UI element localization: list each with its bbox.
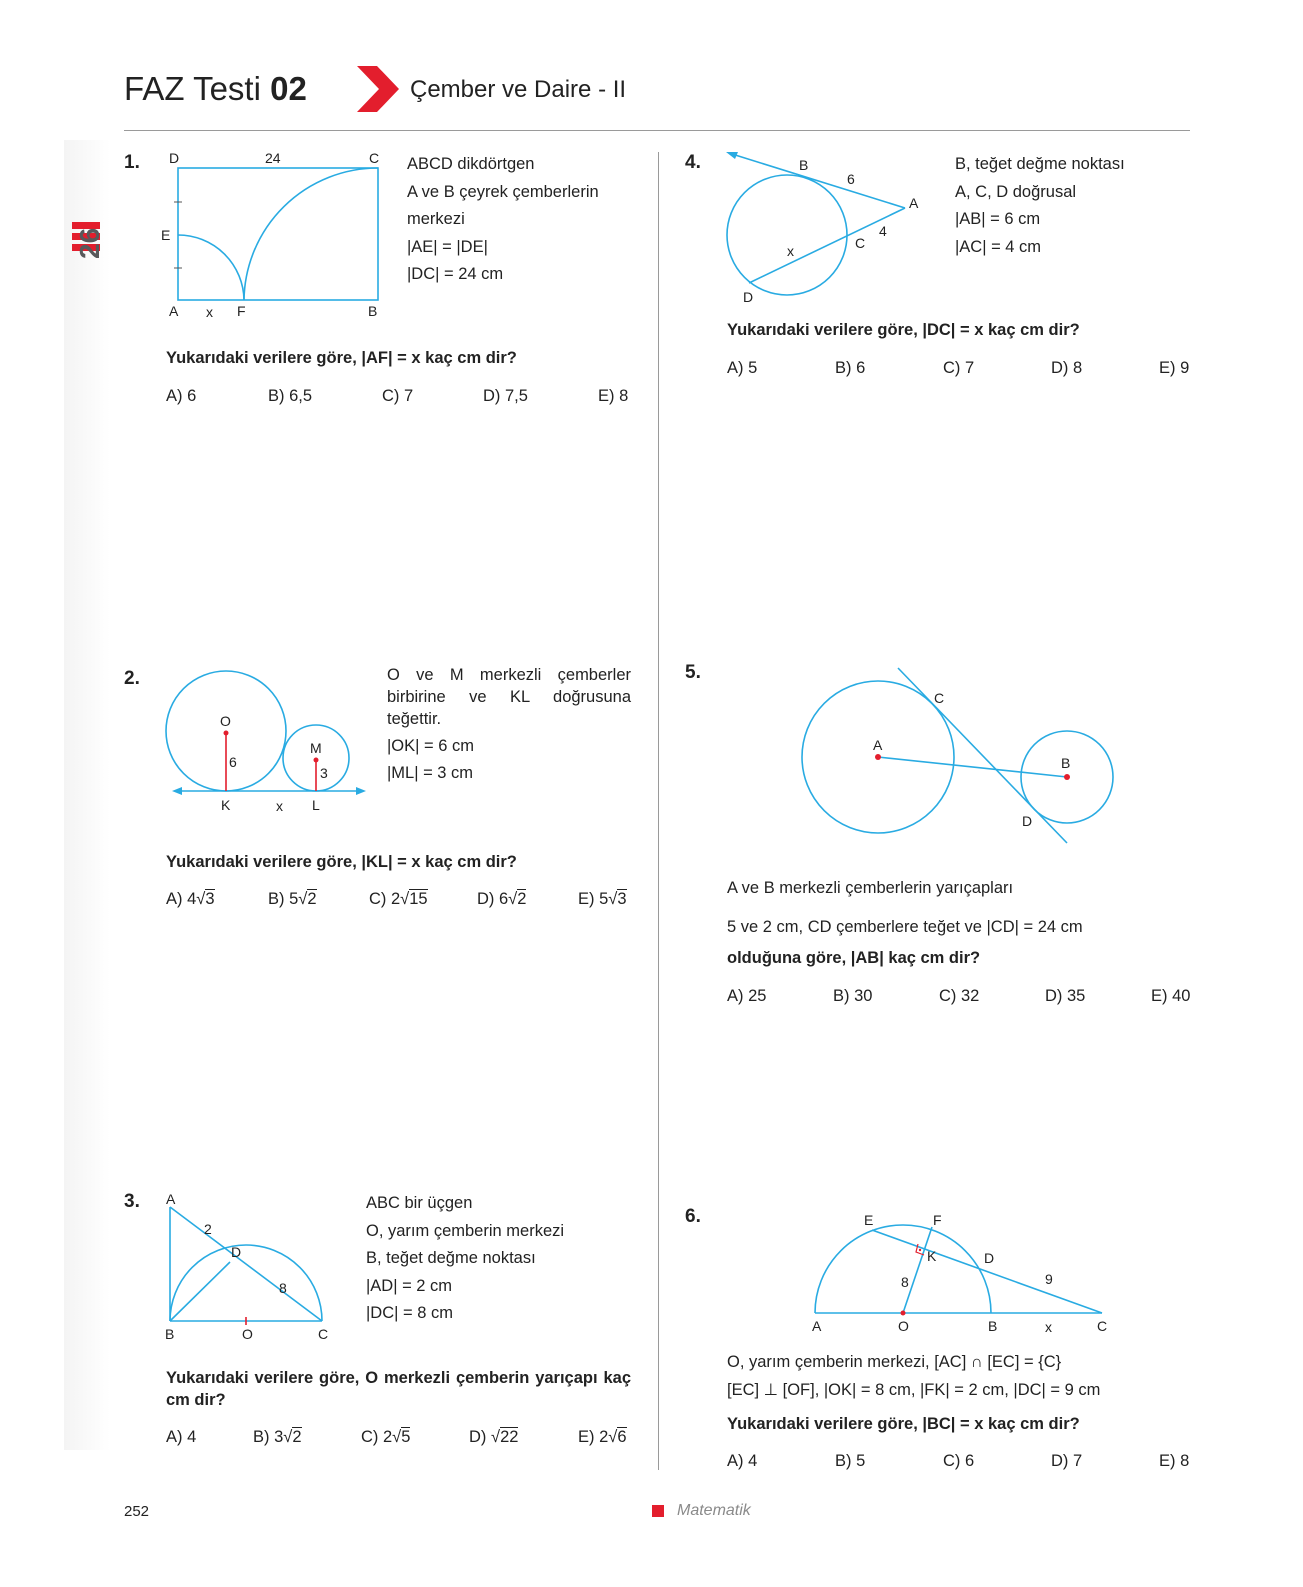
- label-6: 6: [229, 754, 237, 770]
- label-A: A: [166, 1191, 176, 1207]
- question-2-number: 2.: [124, 668, 140, 689]
- label-D: D: [169, 150, 180, 166]
- label-D: D: [743, 289, 754, 305]
- question-2-info: [387, 664, 631, 784]
- info-line: ABC bir üçgen: [366, 1194, 473, 1212]
- option-c[interactable]: C) 7: [943, 359, 975, 377]
- question-4-info: [955, 151, 1125, 261]
- option-c[interactable]: C) 2√15: [369, 890, 428, 908]
- question-3-info: [366, 1190, 564, 1328]
- question-5-number: 5.: [685, 662, 701, 683]
- chevron-right-icon: [357, 66, 401, 112]
- label-B: B: [1061, 755, 1071, 771]
- label-C: C: [369, 150, 380, 166]
- label-9: 9: [1045, 1271, 1053, 1287]
- question-1-stem: Yukarıdaki verilere göre, |AF| = x kaç cm dir?: [166, 349, 517, 367]
- question-4-figure: [720, 144, 940, 309]
- sidebar-page-label: 26: [74, 227, 105, 259]
- info-line: |AE| = |DE|: [407, 237, 488, 256]
- option-e[interactable]: E) 2√6: [578, 1428, 627, 1446]
- option-d[interactable]: D) 7,5: [483, 387, 528, 405]
- info-line: A ve B çeyrek çemberlerin: [407, 182, 599, 201]
- info-line: ABCD dikdörtgen: [407, 155, 535, 173]
- label-M: M: [310, 740, 322, 756]
- label-D: D: [231, 1244, 242, 1260]
- info-line: A ve B merkezli çemberlerin yarıçapları: [727, 879, 1014, 897]
- info-line: |AD| = 2 cm: [366, 1276, 453, 1295]
- label-D: D: [1022, 813, 1033, 829]
- label-x: x: [1045, 1319, 1052, 1335]
- label-6: 6: [847, 171, 855, 187]
- option-a[interactable]: A) 6: [166, 387, 197, 405]
- label-O: O: [242, 1326, 253, 1342]
- option-e[interactable]: E) 40: [1151, 987, 1191, 1005]
- label-24: 24: [265, 150, 281, 166]
- option-d[interactable]: D) 35: [1045, 987, 1086, 1005]
- label-E: E: [161, 227, 171, 243]
- footer-subject: Matematik: [677, 1502, 751, 1519]
- title-prefix: FAZ Testi: [124, 70, 261, 107]
- question-5-stem: olduğuna göre, |AB| kaç cm dir?: [727, 949, 981, 967]
- info-line: 5 ve 2 cm, CD çemberlere teğet ve |CD| = 24 cm: [727, 917, 1083, 936]
- footer-marker-icon: [652, 1505, 664, 1517]
- option-b[interactable]: B) 30: [833, 987, 873, 1005]
- page-title: [124, 70, 307, 108]
- label-L: L: [312, 797, 320, 813]
- question-6-number: 6.: [685, 1206, 701, 1227]
- sidebar-label: [70, 150, 110, 260]
- page-number: 252: [124, 1503, 150, 1520]
- label-E: E: [864, 1212, 874, 1228]
- info-line: merkezi: [407, 210, 465, 228]
- option-c[interactable]: C) 6: [943, 1452, 975, 1470]
- question-2-stem: Yukarıdaki verilere göre, |KL| = x kaç cm dir?: [166, 853, 517, 871]
- info-line: A, C, D doğrusal: [955, 182, 1077, 201]
- option-e[interactable]: E) 5√3: [578, 890, 627, 908]
- info-line: B, teğet değme noktası: [366, 1249, 536, 1267]
- option-c[interactable]: C) 2√5: [361, 1428, 411, 1446]
- option-a[interactable]: A) 4: [166, 1428, 197, 1446]
- question-2-figure: [160, 664, 380, 814]
- question-3-stem: Yukarıdaki verilere göre, O merkezli çemberin yarıçapı kaç cm dir?: [166, 1369, 631, 1409]
- label-C: C: [318, 1326, 329, 1342]
- question-1-figure: [160, 146, 400, 326]
- column-divider: [658, 152, 659, 1470]
- label-D: D: [984, 1250, 995, 1266]
- question-6-stem: Yukarıdaki verilere göre, |BC| = x kaç cm dir?: [727, 1415, 1080, 1433]
- option-a[interactable]: A) 5: [727, 359, 758, 377]
- label-K: K: [927, 1248, 937, 1264]
- info-line: B, teğet değme noktası: [955, 155, 1125, 173]
- label-8: 8: [279, 1280, 287, 1296]
- info-line: |DC| = 8 cm: [366, 1304, 453, 1322]
- question-6-info: [727, 1349, 1100, 1404]
- label-3: 3: [320, 765, 328, 781]
- label-C: C: [934, 690, 945, 706]
- label-C: C: [855, 235, 866, 251]
- label-O: O: [220, 713, 231, 729]
- label-A: A: [812, 1318, 822, 1334]
- label-F: F: [933, 1212, 942, 1228]
- question-1-number: 1.: [124, 152, 140, 173]
- option-a[interactable]: A) 25: [727, 987, 767, 1005]
- question-4-number: 4.: [685, 152, 701, 173]
- option-c[interactable]: C) 7: [382, 387, 414, 405]
- label-A: A: [169, 303, 179, 319]
- question-5-figure: [795, 660, 1125, 850]
- question-5-info: [727, 869, 1083, 946]
- info-line: [EC] ⊥ [OF], |OK| = 8 cm, |FK| = 2 cm, |DC| = 9 cm: [727, 1380, 1101, 1399]
- label-x: x: [787, 243, 794, 259]
- question-3-number: 3.: [124, 1191, 140, 1212]
- info-line: |AC| = 4 cm: [955, 237, 1042, 256]
- info-line: |AB| = 6 cm: [955, 210, 1041, 228]
- option-d[interactable]: D) 6√2: [477, 890, 527, 908]
- info-line: |ML| = 3 cm: [387, 764, 474, 782]
- header-divider: [124, 130, 1190, 131]
- option-d[interactable]: D) 7: [1051, 1452, 1083, 1470]
- info-line: |DC| = 24 cm: [407, 265, 504, 283]
- label-B: B: [165, 1326, 175, 1342]
- page-subtitle: Çember ve Daire - II: [410, 76, 627, 103]
- question-6-figure: [805, 1208, 1115, 1336]
- option-b[interactable]: B) 5√2: [268, 890, 317, 908]
- question-4-stem: Yukarıdaki verilere göre, |DC| = x kaç cm dir?: [727, 321, 1080, 339]
- label-C: C: [1097, 1318, 1108, 1334]
- label-B: B: [368, 303, 378, 319]
- label-A: A: [909, 195, 919, 211]
- option-d[interactable]: D) 8: [1051, 359, 1083, 377]
- question-1-info: [407, 151, 599, 289]
- label-K: K: [221, 797, 231, 813]
- info-line: |OK| = 6 cm: [387, 737, 474, 755]
- option-b[interactable]: B) 5: [835, 1452, 866, 1470]
- label-B: B: [799, 157, 809, 173]
- option-e[interactable]: E) 9: [1159, 359, 1190, 377]
- label-B: B: [988, 1318, 998, 1334]
- sidebar-strip: [64, 140, 110, 1450]
- label-4: 4: [879, 223, 887, 239]
- label-x: x: [276, 798, 283, 814]
- label-8: 8: [901, 1274, 909, 1290]
- option-e[interactable]: E) 8: [598, 387, 629, 405]
- option-d[interactable]: D) √22: [469, 1428, 519, 1446]
- option-e[interactable]: E) 8: [1159, 1452, 1190, 1470]
- label-O: O: [898, 1318, 909, 1334]
- option-b[interactable]: B) 6: [835, 359, 866, 377]
- question-3-figure: [160, 1190, 360, 1350]
- label-2: 2: [204, 1221, 212, 1237]
- label-x: x: [206, 304, 213, 320]
- option-b[interactable]: B) 6,5: [268, 387, 313, 405]
- option-b[interactable]: B) 3√2: [253, 1428, 302, 1446]
- option-a[interactable]: A) 4: [727, 1452, 758, 1470]
- title-number: 02: [270, 70, 307, 107]
- option-a[interactable]: A) 4√3: [166, 890, 215, 908]
- option-c[interactable]: C) 32: [939, 987, 980, 1005]
- info-line: O, yarım çemberin merkezi, [AC] ∩ [EC] = {C}: [727, 1353, 1062, 1371]
- label-F: F: [237, 303, 246, 319]
- info-line: O, yarım çemberin merkezi: [366, 1221, 565, 1240]
- info-line: O ve M merkezli çemberler birbirine ve KL doğrusuna teğettir.: [387, 666, 631, 728]
- label-A: A: [873, 737, 883, 753]
